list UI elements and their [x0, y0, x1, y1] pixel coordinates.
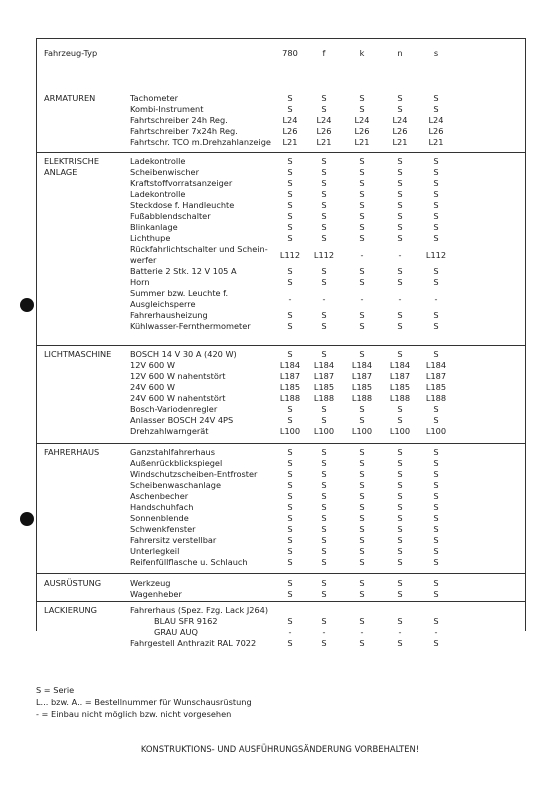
table-cell: S [359, 513, 365, 523]
table-cell: S [321, 458, 327, 468]
table-cell: S [287, 104, 293, 114]
table-cell: S [287, 535, 293, 545]
table-cell: S [359, 156, 365, 166]
equipment-item: Fahrtschr. TCO m.Drehzahlanzeige [130, 137, 271, 147]
table-cell: - [322, 293, 326, 304]
table-cell: S [359, 546, 365, 556]
equipment-item: Steckdose f. Handleuchte [130, 200, 235, 210]
table-cell: L188 [313, 393, 335, 403]
table-cell: S [321, 589, 327, 599]
table-cell: S [397, 524, 403, 534]
table-cell: S [359, 104, 365, 114]
table-cell: S [433, 104, 439, 114]
table-cell: S [433, 266, 439, 276]
table-cell: S [433, 156, 439, 166]
table-cell: S [397, 535, 403, 545]
table-cell: - [360, 627, 364, 637]
table-cell: S [287, 638, 293, 648]
table-cell: L185 [351, 382, 373, 392]
table-cell: S [287, 266, 293, 276]
table-cell: L100 [389, 426, 411, 436]
equipment-item: Windschutzscheiben-Entfroster [130, 469, 258, 479]
table-cell: S [433, 557, 439, 567]
table-cell: S [433, 502, 439, 512]
table-cell: S [287, 458, 293, 468]
equipment-item: Scheibenwaschanlage [130, 480, 222, 490]
table-cell: S [397, 578, 403, 588]
table-cell: L26 [392, 126, 408, 136]
table-cell: S [433, 349, 439, 359]
table-cell: S [433, 178, 439, 188]
table-cell: S [397, 447, 403, 457]
table-cell: S [321, 404, 327, 414]
section-title: LICHTMASCHINE [44, 349, 112, 359]
table-cell: S [321, 524, 327, 534]
table-cell: S [287, 589, 293, 599]
table-cell: - [434, 293, 438, 304]
table-cell: - [398, 249, 402, 260]
table-cell: L26 [282, 126, 298, 136]
equipment-item: Außenrückblickspiegel [130, 458, 223, 468]
equipment-item: Tachometer [130, 93, 178, 103]
equipment-item: Fahrersitz verstellbar [130, 535, 217, 545]
table-cell: S [359, 589, 365, 599]
table-cell: S [433, 524, 439, 534]
table-cell: S [433, 189, 439, 199]
equipment-item: Batterie 2 Stk. 12 V 105 A [130, 266, 237, 276]
table-cell: S [321, 321, 327, 331]
table-cell: S [287, 469, 293, 479]
table-cell: S [433, 535, 439, 545]
section-title: ELEKTRISCHE [44, 156, 99, 166]
table-cell: S [397, 469, 403, 479]
equipment-item: GRAU AUQ [154, 627, 198, 637]
equipment-item: 24V 600 W [130, 382, 175, 392]
equipment-item: Werkzeug [130, 578, 171, 588]
footer-notice: KONSTRUKTIONS- UND AUSFÜHRUNGSÄNDERUNG VORBEHALTEN! [140, 744, 420, 754]
table-cell: S [397, 616, 403, 626]
table-cell: S [433, 310, 439, 320]
table-cell: S [397, 211, 403, 221]
table-cell: L184 [279, 360, 301, 370]
section-title-line2: ANLAGE [44, 167, 78, 177]
section-divider [36, 573, 526, 574]
table-cell: S [433, 167, 439, 177]
table-cell: S [433, 447, 439, 457]
table-cell: S [359, 222, 365, 232]
table-cell: S [321, 310, 327, 320]
table-cell: S [321, 167, 327, 177]
section-divider [36, 152, 526, 153]
table-cell: S [397, 321, 403, 331]
table-cell: L24 [428, 115, 444, 125]
table-cell: L112 [313, 249, 335, 260]
table-cell: S [433, 404, 439, 414]
table-cell: S [359, 349, 365, 359]
table-cell: L26 [428, 126, 444, 136]
table-cell: L184 [425, 360, 447, 370]
table-cell: S [359, 616, 365, 626]
table-cell: S [397, 266, 403, 276]
table-cell: S [397, 277, 403, 287]
table-cell: S [321, 557, 327, 567]
table-cell: S [287, 502, 293, 512]
table-cell: L187 [351, 371, 373, 381]
table-cell: S [397, 349, 403, 359]
table-cell: L100 [425, 426, 447, 436]
table-cell: S [287, 222, 293, 232]
equipment-item: Ladekontrolle [130, 156, 186, 166]
table-cell: S [397, 415, 403, 425]
table-cell: S [359, 178, 365, 188]
table-cell: - [360, 293, 364, 304]
table-cell: L187 [389, 371, 411, 381]
table-cell: S [321, 469, 327, 479]
table-cell: S [287, 277, 293, 287]
table-cell: S [359, 578, 365, 588]
equipment-item: Aschenbecher [130, 491, 189, 501]
table-cell: S [287, 200, 293, 210]
section-divider [36, 443, 526, 444]
table-cell: S [321, 349, 327, 359]
section-title: LACKIERUNG [44, 605, 98, 615]
table-cell: S [433, 616, 439, 626]
table-cell: S [433, 578, 439, 588]
table-cell: S [321, 189, 327, 199]
table-cell: L21 [428, 137, 444, 147]
table-cell: S [397, 156, 403, 166]
vehicle-type-2: f [322, 48, 326, 58]
equipment-item: Fahrerhausheizung [130, 310, 208, 320]
table-cell: S [287, 233, 293, 243]
equipment-item-continued: werfer [130, 255, 157, 265]
table-cell: - [398, 627, 402, 637]
table-cell: S [321, 513, 327, 523]
table-cell: L188 [389, 393, 411, 403]
table-cell: S [287, 321, 293, 331]
table-cell: S [397, 638, 403, 648]
table-cell: L188 [279, 393, 301, 403]
table-cell: S [321, 222, 327, 232]
equipment-item: Kühlwasser-Fernthermometer [130, 321, 251, 331]
table-cell: S [287, 546, 293, 556]
table-cell: L112 [425, 249, 447, 260]
equipment-item: Scheibenwischer [130, 167, 199, 177]
table-cell: S [359, 266, 365, 276]
table-cell: S [287, 310, 293, 320]
table-cell: S [321, 233, 327, 243]
section-divider [36, 345, 526, 346]
table-cell: L112 [279, 249, 301, 260]
equipment-item: Handschuhfach [130, 502, 194, 512]
table-cell: L100 [279, 426, 301, 436]
table-cell: S [321, 266, 327, 276]
table-cell: L21 [392, 137, 408, 147]
table-cell: S [321, 616, 327, 626]
table-cell: S [287, 93, 293, 103]
equipment-item: Schwenkfenster [130, 524, 196, 534]
section-divider [36, 601, 526, 602]
equipment-item: Fahrtschreiber 7x24h Reg. [130, 126, 238, 136]
table-cell: - [360, 249, 364, 260]
equipment-item: BOSCH 14 V 30 A (420 W) [130, 349, 237, 359]
table-cell: L24 [392, 115, 408, 125]
table-cell: S [433, 589, 439, 599]
table-cell: S [287, 524, 293, 534]
equipment-item-continued: Ausgleichsperre [130, 299, 196, 309]
vehicle-type-1: 780 [282, 48, 298, 58]
table-cell: S [397, 178, 403, 188]
table-cell: L24 [316, 115, 332, 125]
table-cell: S [287, 211, 293, 221]
table-cell: S [397, 104, 403, 114]
table-cell: L185 [389, 382, 411, 392]
table-cell: S [433, 415, 439, 425]
equipment-item: Horn [130, 277, 150, 287]
table-cell: S [359, 277, 365, 287]
table-cell: S [359, 557, 365, 567]
equipment-item: Unterlegkeil [130, 546, 180, 556]
equipment-item: Bosch-Variodenregler [130, 404, 218, 414]
section-title: FAHRERHAUS [44, 447, 100, 457]
table-cell: L26 [354, 126, 370, 136]
table-cell: S [321, 93, 327, 103]
equipment-item: Fahrerhaus (Spez. Fzg. Lack J264) [130, 605, 269, 615]
table-cell: S [433, 469, 439, 479]
table-cell: S [397, 502, 403, 512]
table-cell: S [433, 638, 439, 648]
table-cell: S [433, 93, 439, 103]
table-cell: S [397, 200, 403, 210]
table-cell: S [287, 167, 293, 177]
equipment-item: Rückfahrlichtschalter und Schein- [130, 244, 268, 254]
equipment-item: Ganzstahlfahrerhaus [130, 447, 216, 457]
equipment-item: Fahrgestell Anthrazit RAL 7022 [130, 638, 257, 648]
table-cell: S [359, 502, 365, 512]
equipment-item: Fahrtschreiber 24h Reg. [130, 115, 228, 125]
table-cell: S [287, 616, 293, 626]
section-title: AUSRÜSTUNG [44, 578, 102, 588]
table-cell: S [287, 349, 293, 359]
table-cell: S [287, 447, 293, 457]
table-cell: S [359, 535, 365, 545]
punch-hole [20, 298, 34, 312]
table-cell: S [359, 404, 365, 414]
equipment-item: 24V 600 W nahentstört [130, 393, 226, 403]
table-cell: S [321, 200, 327, 210]
table-cell: S [397, 513, 403, 523]
section-title: ARMATUREN [44, 93, 96, 103]
equipment-item: Sonnenblende [130, 513, 189, 523]
table-cell: S [397, 458, 403, 468]
equipment-item: Wagenheber [130, 589, 182, 599]
table-cell: S [321, 546, 327, 556]
table-cell: S [321, 502, 327, 512]
table-cell: S [287, 578, 293, 588]
equipment-item: Lichthupe [130, 233, 171, 243]
table-cell: S [287, 178, 293, 188]
table-cell: L24 [282, 115, 298, 125]
punch-hole [20, 512, 34, 526]
table-cell: S [433, 211, 439, 221]
table-cell: S [321, 535, 327, 545]
table-cell: S [359, 93, 365, 103]
equipment-item: Kraftstoffvorratsanzeiger [130, 178, 233, 188]
table-cell: S [433, 513, 439, 523]
table-cell: S [397, 546, 403, 556]
table-cell: S [433, 321, 439, 331]
table-cell: S [287, 156, 293, 166]
table-cell: S [287, 480, 293, 490]
table-cell: S [433, 480, 439, 490]
table-cell: S [397, 491, 403, 501]
equipment-item: Kombi-Instrument [130, 104, 204, 114]
table-cell: L185 [425, 382, 447, 392]
table-cell: S [433, 546, 439, 556]
equipment-item: Blinkanlage [130, 222, 178, 232]
table-cell: L185 [279, 382, 301, 392]
table-cell: - [288, 293, 292, 304]
table-cell: S [359, 321, 365, 331]
table-cell: S [321, 104, 327, 114]
table-cell: S [287, 491, 293, 501]
table-cell: S [397, 404, 403, 414]
table-cell: S [287, 513, 293, 523]
table-cell: S [397, 167, 403, 177]
equipment-item: 12V 600 W [130, 360, 175, 370]
table-cell: L21 [354, 137, 370, 147]
equipment-item: BLAU SFR 9162 [154, 616, 218, 626]
table-cell: S [321, 491, 327, 501]
vehicle-type-3: k [359, 48, 365, 58]
table-cell: - [322, 627, 326, 637]
vehicle-type-label: Fahrzeug-Typ [44, 48, 98, 58]
table-cell: S [359, 189, 365, 199]
table-cell: S [359, 491, 365, 501]
equipment-item: Drehzahlwarngerät [130, 426, 209, 436]
table-cell: S [359, 233, 365, 243]
table-cell: S [359, 458, 365, 468]
table-cell: S [433, 458, 439, 468]
table-cell: S [397, 310, 403, 320]
table-cell: L100 [351, 426, 373, 436]
table-cell: S [321, 638, 327, 648]
table-cell: S [321, 415, 327, 425]
equipment-item: Fußabblendschalter [130, 211, 211, 221]
table-cell: S [359, 167, 365, 177]
table-cell: S [321, 447, 327, 457]
table-cell: S [359, 524, 365, 534]
table-cell: L187 [279, 371, 301, 381]
table-cell: - [398, 293, 402, 304]
table-cell: S [433, 233, 439, 243]
table-cell: S [397, 480, 403, 490]
legend-not-possible: - = Einbau nicht möglich bzw. nicht vorgesehen [36, 709, 232, 719]
table-cell: S [433, 277, 439, 287]
table-cell: S [433, 491, 439, 501]
table-cell: S [397, 233, 403, 243]
legend-order-number: L... bzw. A.. = Bestellnummer für Wunschausrüstung [36, 697, 252, 707]
table-cell: L188 [351, 393, 373, 403]
table-cell: S [359, 638, 365, 648]
table-cell: S [359, 480, 365, 490]
table-cell: S [321, 578, 327, 588]
table-cell: S [433, 200, 439, 210]
equipment-item: Reifenfüllflasche u. Schlauch [130, 557, 248, 567]
table-cell: S [321, 480, 327, 490]
table-cell: S [321, 277, 327, 287]
table-cell: S [287, 189, 293, 199]
table-cell: L21 [282, 137, 298, 147]
table-cell: - [434, 627, 438, 637]
table-cell: S [359, 310, 365, 320]
table-cell: S [397, 222, 403, 232]
equipment-item: 12V 600 W nahentstört [130, 371, 226, 381]
legend-serie: S = Serie [36, 685, 75, 695]
table-cell: L26 [316, 126, 332, 136]
table-cell: L188 [425, 393, 447, 403]
table-cell: L187 [425, 371, 447, 381]
table-cell: S [321, 178, 327, 188]
table-cell: S [433, 222, 439, 232]
table-cell: S [359, 469, 365, 479]
table-cell: S [397, 589, 403, 599]
table-cell: L100 [313, 426, 335, 436]
table-cell: S [287, 415, 293, 425]
table-cell: L187 [313, 371, 335, 381]
table-cell: S [397, 189, 403, 199]
vehicle-type-4: n [397, 48, 403, 58]
table-cell: L184 [313, 360, 335, 370]
table-cell: S [359, 415, 365, 425]
table-cell: S [397, 93, 403, 103]
table-cell: L24 [354, 115, 370, 125]
table-cell: S [397, 557, 403, 567]
table-cell: - [288, 627, 292, 637]
equipment-item: Anlasser BOSCH 24V 4PS [130, 415, 234, 425]
vehicle-type-5: s [433, 48, 439, 58]
equipment-item: Ladekontrolle [130, 189, 186, 199]
table-cell: L184 [389, 360, 411, 370]
table-cell: L21 [316, 137, 332, 147]
table-cell: S [321, 156, 327, 166]
table-cell: L185 [313, 382, 335, 392]
table-cell: S [321, 211, 327, 221]
equipment-item: Summer bzw. Leuchte f. [130, 288, 229, 298]
table-cell: S [359, 200, 365, 210]
table-cell: S [359, 447, 365, 457]
table-cell: S [287, 557, 293, 567]
table-cell: L184 [351, 360, 373, 370]
table-cell: S [359, 211, 365, 221]
table-cell: S [287, 404, 293, 414]
